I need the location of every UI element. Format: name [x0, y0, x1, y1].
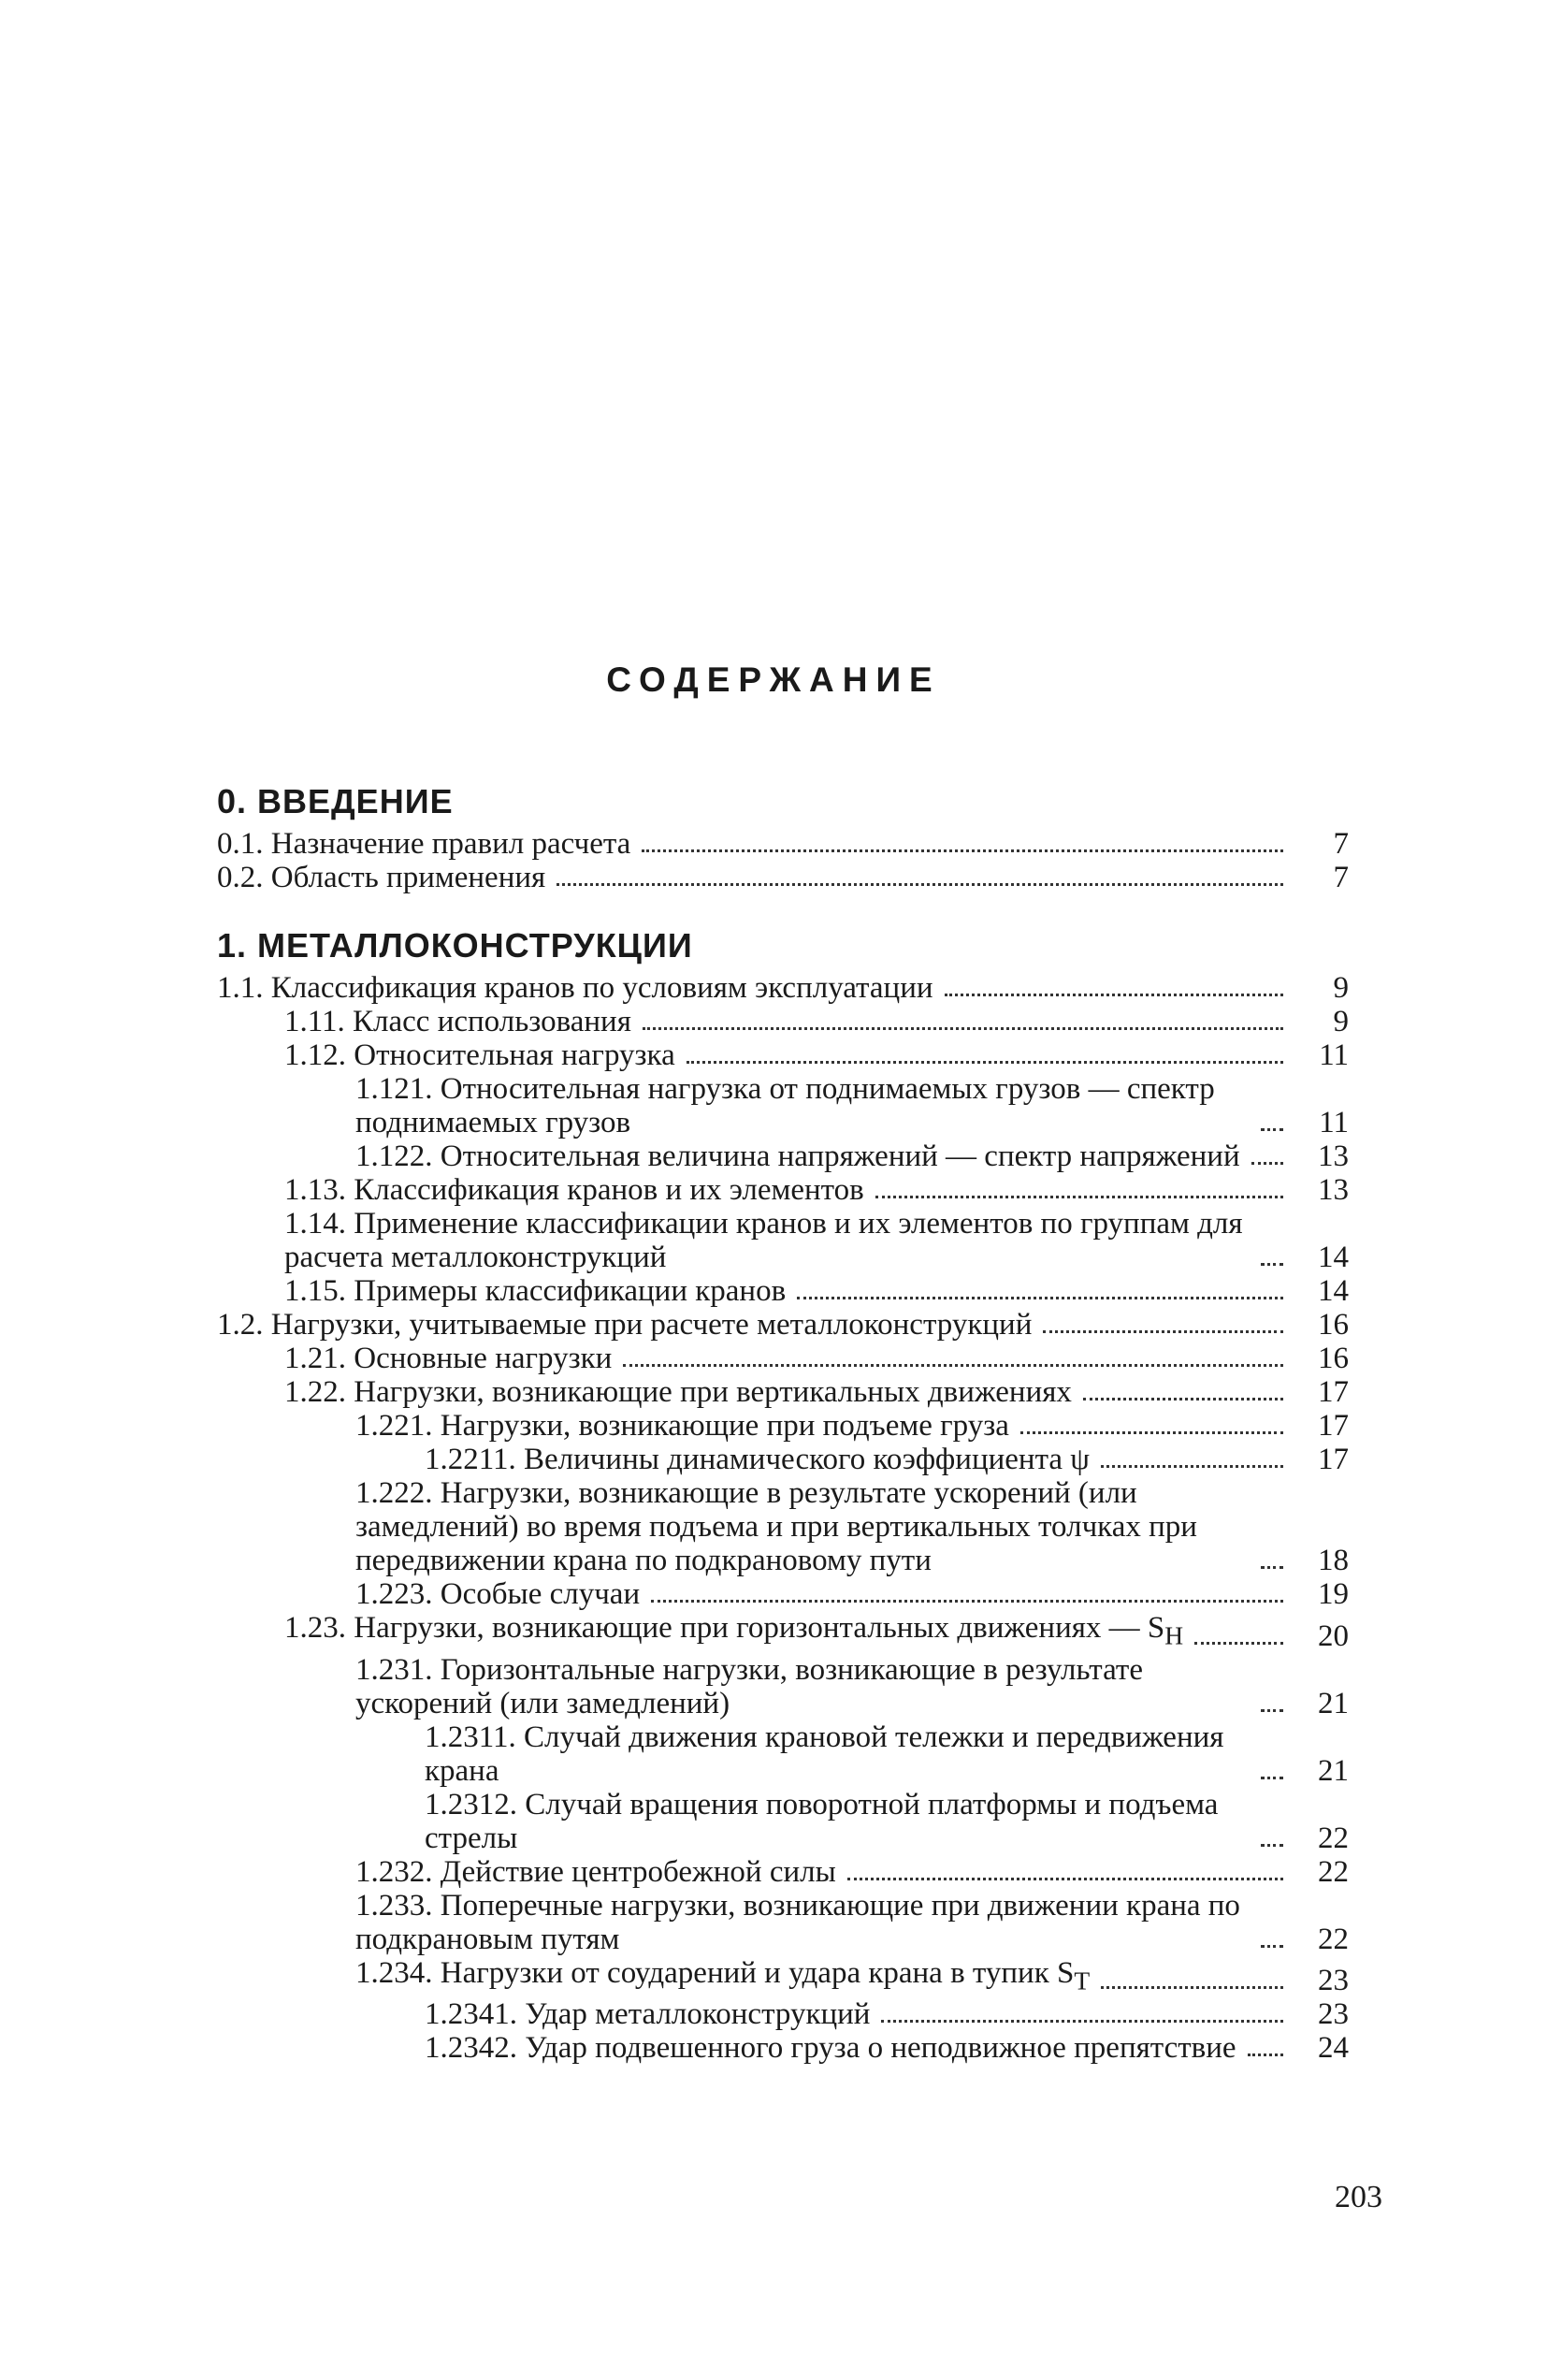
dot-leader — [1020, 1431, 1283, 1434]
toc-page-number: 22 — [1318, 1922, 1349, 1956]
dot-leader — [1101, 1986, 1283, 1989]
dot-leader — [1261, 1263, 1283, 1266]
subscript: H — [1164, 1620, 1184, 1650]
toc-entry-1-21 — [217, 1342, 1349, 1375]
dot-leader — [1043, 1330, 1283, 1333]
dot-leader — [945, 994, 1283, 996]
toc-entry-text: 0.2. Область применения — [217, 861, 546, 894]
toc-entry-1-222 — [217, 1476, 1349, 1577]
toc-page-number: 24 — [1318, 2031, 1349, 2066]
toc-page-number: 11 — [1319, 1038, 1349, 1072]
toc-entry-text: 1.222. Нагрузки, возникающие в результате ускорений (или замедлений) во время подъема и при вертикальных толчках при передвижении крана по подкрановому пути — [355, 1476, 1197, 1577]
toc-entry-text: 1.221. Нагрузки, возникающие при подъеме груза — [355, 1409, 1009, 1443]
toc-entry-text: 1.22. Нагрузки, возникающие при вертикальных движениях — [284, 1375, 1072, 1409]
toc-page-number: 13 — [1318, 1139, 1349, 1173]
toc-entry-1-223 — [217, 1577, 1349, 1611]
toc-entry-text: 1.2342. Удар подвешенного груза о неподвижное препятствие — [425, 2031, 1236, 2066]
toc-page-number: 23 — [1318, 1964, 1349, 1998]
section-heading-metal-structures: 1. МЕТАЛЛОКОНСТРУКЦИИ — [217, 926, 693, 965]
page-title: СОДЕРЖАНИЕ — [606, 660, 941, 699]
toc-entry-1-13 — [217, 1173, 1349, 1207]
toc-entry-1-22 — [217, 1375, 1349, 1409]
dot-leader — [847, 1878, 1283, 1880]
toc-page-number: 17 — [1318, 1443, 1349, 1476]
toc-entry-text: 1.13. Классификация кранов и их элементов — [284, 1173, 864, 1207]
dot-leader — [1194, 1642, 1283, 1645]
toc-entry-main-text: 1.234. Нагрузки от соударений и удара крана в тупик S — [355, 1955, 1075, 1990]
toc-entry-1-15 — [217, 1274, 1349, 1308]
table-of-contents — [217, 776, 1349, 2065]
toc-page-number: 9 — [1333, 1005, 1349, 1038]
toc-entry-text: 1.15. Примеры классификации кранов — [284, 1274, 787, 1308]
toc-entry-1-234 — [217, 1956, 1349, 1998]
toc-entry-1-221 — [217, 1409, 1349, 1443]
toc-page-number: 23 — [1318, 1997, 1349, 2032]
toc-page-number: 21 — [1318, 1686, 1349, 1720]
toc-entry-1-233 — [217, 1889, 1349, 1956]
toc-entry-1-1 — [217, 971, 1349, 1005]
toc-entry-1-122 — [217, 1139, 1349, 1173]
dot-leader — [881, 2020, 1283, 2023]
toc-entry-text: 1.122. Относительная величина напряжений — спектр напряжений — [355, 1139, 1240, 1173]
toc-entry-1-2342 — [217, 2031, 1349, 2065]
dot-leader — [623, 1364, 1283, 1367]
toc-entry-text: 1.11. Класс использования — [284, 1005, 631, 1038]
toc-entry-text: 1.231. Горизонтальные нагрузки, возникающие в результате ускорений (или замедлений) — [355, 1652, 1143, 1720]
dot-leader — [687, 1061, 1283, 1064]
dot-leader — [643, 1027, 1283, 1030]
toc-page-number: 11 — [1319, 1106, 1349, 1139]
toc-entry-1-2 — [217, 1308, 1349, 1342]
toc-page-number: 7 — [1333, 827, 1349, 861]
toc-entry-text: 1.2. Нагрузки, учитываемые при расчете металлоконструкций — [217, 1308, 1033, 1342]
toc-entry-text: 1.14. Применение классификации кранов и их элементов по группам для расчета металлоконструкций — [284, 1207, 1243, 1274]
toc-entry-1-121 — [217, 1072, 1349, 1139]
section-heading-introduction: 0. ВВЕДЕНИЕ — [217, 782, 454, 820]
toc-page-number: 16 — [1318, 1342, 1349, 1375]
dot-leader — [875, 1196, 1283, 1198]
toc-entry-1-2211 — [217, 1443, 1349, 1476]
toc-page-number: 17 — [1318, 1375, 1349, 1409]
toc-page-number: 16 — [1318, 1308, 1349, 1342]
toc-entry-text: 1.2311. Случай движения крановой тележки и передвижения крана — [425, 1720, 1224, 1788]
toc-entry-main-text: 1.23. Нагрузки, возникающие при горизонтальных движениях — S — [284, 1611, 1165, 1645]
toc-entry-1-2312 — [217, 1788, 1349, 1855]
toc-entry-text: 1.2312. Случай вращения поворотной платформы и подъема стрелы — [425, 1787, 1219, 1855]
toc-entry-1-2341 — [217, 1997, 1349, 2031]
toc-page-number: 7 — [1333, 861, 1349, 894]
toc-page-number: 19 — [1318, 1577, 1349, 1611]
toc-page-number: 18 — [1318, 1544, 1349, 1577]
toc-entry-text: 1.12. Относительная нагрузка — [284, 1038, 675, 1072]
toc-page-number: 9 — [1333, 971, 1349, 1005]
toc-entry-1-231 — [217, 1653, 1349, 1720]
toc-entry-text — [355, 1956, 1090, 1998]
toc-entry-text: 1.233. Поперечные нагрузки, возникающие при движении крана по подкрановым путям — [355, 1888, 1240, 1956]
toc-entry-text: 1.232. Действие центробежной силы — [355, 1854, 836, 1889]
toc-entry-1-14 — [217, 1207, 1349, 1274]
toc-entry-0-1 — [217, 827, 1349, 861]
toc-entry-1-2311 — [217, 1720, 1349, 1788]
dot-leader — [1248, 2053, 1283, 2056]
dot-leader — [1261, 1709, 1283, 1712]
toc-page-number: 22 — [1318, 1854, 1349, 1889]
dot-leader — [642, 849, 1283, 852]
toc-entry-1-23 — [217, 1611, 1349, 1653]
dot-leader — [1261, 1844, 1283, 1847]
dot-leader — [651, 1600, 1283, 1603]
dot-leader — [1261, 1566, 1283, 1569]
dot-leader — [1101, 1465, 1283, 1468]
toc-entry-1-232 — [217, 1855, 1349, 1889]
toc-entry-0-2 — [217, 861, 1349, 894]
toc-entry-text: 0.1. Назначение правил расчета — [217, 827, 631, 861]
toc-entry-text: 1.223. Особые случаи — [355, 1577, 641, 1611]
toc-entry-text: 1.21. Основные нагрузки — [284, 1342, 613, 1375]
toc-page-number: 14 — [1318, 1274, 1349, 1308]
page-number: 203 — [1335, 2180, 1382, 2214]
toc-entry-text — [284, 1611, 1183, 1653]
toc-page-number: 13 — [1318, 1173, 1349, 1207]
toc-entry-1-11 — [217, 1005, 1349, 1038]
toc-entry-text: 1.1. Классификация кранов по условиям эксплуатации — [217, 971, 933, 1005]
toc-entry-text: 1.2341. Удар металлоконструкций — [425, 1997, 871, 2032]
toc-entry-text: 1.121. Относительная нагрузка от поднимаемых грузов — спектр поднимаемых грузов — [355, 1072, 1215, 1139]
toc-page-number: 22 — [1318, 1821, 1349, 1855]
subscript: T — [1074, 1966, 1091, 1995]
toc-entry-text: 1.2211. Величины динамического коэффициента ψ — [425, 1443, 1090, 1476]
toc-page-number: 21 — [1318, 1753, 1349, 1788]
toc-page-number: 17 — [1318, 1409, 1349, 1443]
dot-leader — [1261, 1128, 1283, 1131]
dot-leader — [1251, 1162, 1283, 1165]
dot-leader — [1083, 1398, 1283, 1400]
toc-page-number: 14 — [1318, 1241, 1349, 1274]
dot-leader — [1261, 1777, 1283, 1779]
toc-page-number: 20 — [1318, 1618, 1349, 1653]
dot-leader — [1261, 1945, 1283, 1948]
toc-entry-1-12 — [217, 1038, 1349, 1072]
dot-leader — [797, 1297, 1283, 1299]
dot-leader — [557, 883, 1283, 886]
